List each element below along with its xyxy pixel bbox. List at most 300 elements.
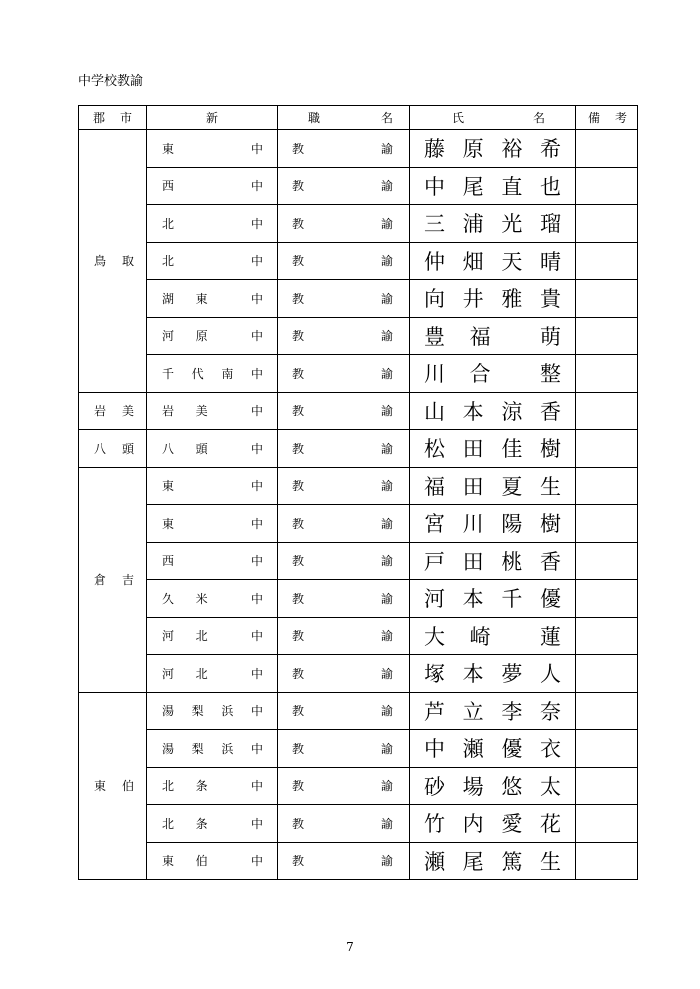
name-char: 原 (462, 137, 484, 162)
city-char: 伯 (121, 779, 134, 794)
post-cell (278, 842, 410, 880)
city-char: 倉 (94, 573, 107, 587)
post-cell (278, 805, 410, 843)
name-char: 人 (539, 662, 561, 687)
post-char: 諭 (380, 216, 393, 231)
post-char: 諭 (380, 741, 393, 756)
note-cell (576, 317, 638, 355)
note-cell (576, 242, 638, 280)
name-char: 李 (501, 699, 523, 724)
name-char: 千 (501, 587, 523, 612)
school-char: 南 (221, 366, 234, 381)
post-char: 諭 (380, 179, 393, 194)
table-row (79, 205, 638, 243)
name-char: 香 (539, 549, 561, 574)
note-cell (576, 505, 638, 543)
name-char: 浦 (462, 212, 484, 237)
school-char: 中 (250, 291, 263, 306)
name-cell (410, 242, 576, 280)
post-char: 教 (292, 441, 305, 456)
post-cell (278, 280, 410, 318)
name-cell (410, 392, 576, 430)
name-char: 竹 (424, 812, 445, 837)
post-cell (278, 692, 410, 730)
post-char: 諭 (380, 554, 393, 569)
school-char: 北 (162, 216, 175, 231)
name-char: 瑠 (539, 212, 561, 237)
name-cell (410, 505, 576, 543)
note-cell (576, 167, 638, 205)
header-name-char: 名 (532, 111, 545, 125)
school-char: 西 (162, 179, 175, 194)
table-row (79, 355, 638, 393)
school-char: 中 (250, 216, 263, 231)
school-char: 湯 (162, 704, 175, 719)
name-char: 愛 (501, 812, 523, 837)
name-cell (410, 430, 576, 468)
school-char: 中 (250, 479, 263, 494)
post-char: 教 (292, 216, 305, 231)
name-char: 畑 (462, 249, 484, 274)
post-cell (278, 355, 410, 393)
city-cell (79, 392, 147, 430)
name-char: 合 (469, 362, 491, 387)
school-cell (147, 467, 278, 505)
table-row (79, 130, 638, 168)
header-note-char: 考 (614, 111, 627, 125)
post-cell (278, 730, 410, 768)
school-char: 中 (250, 366, 263, 381)
post-char: 教 (292, 704, 305, 719)
name-char: 天 (501, 249, 523, 274)
note-cell (576, 355, 638, 393)
school-cell (147, 317, 278, 355)
post-char: 諭 (380, 704, 393, 719)
post-char: 教 (292, 366, 305, 381)
name-char: 樹 (539, 512, 561, 537)
name-char: 中 (424, 737, 445, 762)
name-char: 芦 (424, 699, 445, 724)
post-char: 諭 (380, 141, 393, 156)
table-row (79, 505, 638, 543)
name-char: 向 (424, 287, 445, 312)
school-char: 久 (162, 591, 175, 606)
post-char: 教 (292, 141, 305, 156)
post-char: 教 (292, 816, 305, 831)
post-char: 諭 (380, 629, 393, 644)
school-cell (147, 542, 278, 580)
table-row (79, 692, 638, 730)
name-char: 整 (539, 362, 561, 387)
post-char: 諭 (380, 779, 393, 794)
name-cell (410, 692, 576, 730)
city-char: 岩 (94, 404, 107, 419)
table-row (79, 242, 638, 280)
name-char: 雅 (501, 287, 523, 312)
city-cell (79, 430, 147, 468)
name-char: 也 (539, 174, 561, 199)
city-char: 鳥 (94, 254, 107, 269)
header-note-char: 備 (588, 111, 601, 125)
teacher-roster-table (78, 105, 638, 880)
school-char: 北 (195, 629, 208, 644)
table-row (79, 467, 638, 505)
header-post-char: 職 (308, 111, 321, 125)
post-char: 諭 (380, 816, 393, 831)
name-char: 夢 (501, 662, 523, 687)
name-char: 川 (462, 512, 484, 537)
city-char: 吉 (121, 573, 134, 587)
school-char: 中 (250, 516, 263, 531)
table-row (79, 542, 638, 580)
school-char: 東 (162, 516, 175, 531)
note-cell (576, 467, 638, 505)
name-char: 晴 (539, 249, 561, 274)
name-char: 優 (539, 587, 561, 612)
note-cell (576, 842, 638, 880)
table-row (79, 730, 638, 768)
city-cell (79, 467, 147, 692)
post-char: 教 (292, 554, 305, 569)
name-char: 三 (424, 212, 445, 237)
name-char: 塚 (424, 662, 445, 687)
post-char: 諭 (380, 366, 393, 381)
name-cell (410, 355, 576, 393)
name-char: 仲 (424, 249, 445, 274)
post-cell (278, 767, 410, 805)
school-char: 浜 (221, 741, 234, 756)
name-char: 内 (462, 812, 484, 837)
table-row (79, 842, 638, 880)
header-city (79, 106, 147, 130)
school-char: 河 (162, 666, 175, 681)
name-char: 大 (424, 624, 445, 649)
school-char: 中 (250, 329, 263, 344)
city-char: 八 (94, 441, 107, 456)
post-char: 教 (292, 591, 305, 606)
table-row (79, 655, 638, 693)
city-char: 美 (121, 404, 134, 419)
post-char: 教 (292, 854, 305, 869)
name-char: 田 (462, 549, 484, 574)
school-char: 中 (250, 629, 263, 644)
name-char: 場 (462, 774, 484, 799)
name-char: 衣 (539, 737, 561, 762)
school-char: 西 (162, 554, 175, 569)
header-name (410, 106, 576, 130)
table-body (79, 130, 638, 880)
school-char: 北 (195, 666, 208, 681)
post-cell (278, 130, 410, 168)
school-char: 原 (195, 329, 208, 344)
school-char: 中 (250, 816, 263, 831)
school-char: 中 (250, 441, 263, 456)
name-char: 陽 (501, 512, 523, 537)
school-char: 中 (250, 591, 263, 606)
name-cell (410, 280, 576, 318)
name-char: 涼 (501, 399, 523, 424)
name-cell (410, 467, 576, 505)
post-char: 教 (292, 666, 305, 681)
name-char: 希 (539, 137, 561, 162)
name-cell (410, 655, 576, 693)
table-row (79, 280, 638, 318)
name-char: 福 (424, 474, 445, 499)
table-row (79, 580, 638, 618)
header-school (147, 106, 278, 130)
table-row (79, 392, 638, 430)
school-cell (147, 842, 278, 880)
school-char: 中 (250, 141, 263, 156)
school-char: 中 (250, 666, 263, 681)
note-cell (576, 392, 638, 430)
post-cell (278, 392, 410, 430)
name-cell (410, 130, 576, 168)
school-cell (147, 280, 278, 318)
school-char: 東 (195, 291, 208, 306)
note-cell (576, 805, 638, 843)
post-char: 諭 (380, 479, 393, 494)
school-char: 浜 (221, 704, 234, 719)
post-char: 教 (292, 291, 305, 306)
school-char: 中 (250, 179, 263, 194)
post-char: 諭 (380, 329, 393, 344)
post-cell (278, 580, 410, 618)
name-char: 中 (424, 174, 445, 199)
table-row (79, 167, 638, 205)
school-char: 梨 (191, 741, 204, 756)
post-char: 諭 (380, 591, 393, 606)
school-char: 頭 (195, 441, 208, 456)
school-char: 伯 (195, 854, 208, 869)
school-char: 北 (162, 779, 175, 794)
post-cell (278, 655, 410, 693)
school-char: 中 (250, 704, 263, 719)
school-cell (147, 392, 278, 430)
name-char: 花 (539, 812, 561, 837)
name-char: 萌 (539, 324, 561, 349)
city-cell (79, 692, 147, 880)
school-char: 美 (195, 404, 208, 419)
name-char: 貴 (539, 287, 561, 312)
school-char: 河 (162, 629, 175, 644)
school-cell (147, 692, 278, 730)
name-char: 生 (539, 849, 561, 874)
table-header-row (79, 106, 638, 130)
table-row (79, 317, 638, 355)
name-char: 生 (539, 474, 561, 499)
note-cell (576, 580, 638, 618)
post-char: 教 (292, 254, 305, 269)
school-char: 代 (191, 366, 204, 381)
school-cell (147, 430, 278, 468)
post-char: 諭 (380, 441, 393, 456)
school-char: 中 (250, 554, 263, 569)
post-cell (278, 467, 410, 505)
name-char: 本 (462, 662, 484, 687)
school-cell (147, 242, 278, 280)
note-cell (576, 617, 638, 655)
name-char: 光 (501, 212, 523, 237)
school-char: 中 (250, 854, 263, 869)
post-cell (278, 617, 410, 655)
name-cell (410, 317, 576, 355)
post-char: 教 (292, 629, 305, 644)
school-char: 中 (250, 254, 263, 269)
name-char: 樹 (539, 437, 561, 462)
school-char: 岩 (162, 404, 175, 419)
post-char: 教 (292, 404, 305, 419)
table-row (79, 430, 638, 468)
name-char: 宮 (424, 512, 445, 537)
school-char: 東 (162, 141, 175, 156)
school-char: 梨 (191, 704, 204, 719)
name-char: 松 (424, 437, 445, 462)
name-cell (410, 617, 576, 655)
school-char: 河 (162, 329, 175, 344)
post-cell (278, 242, 410, 280)
name-char: 田 (462, 474, 484, 499)
school-char: 湖 (162, 291, 175, 306)
name-char: 香 (539, 399, 561, 424)
note-cell (576, 692, 638, 730)
city-char: 頭 (121, 441, 134, 456)
name-char: 河 (424, 587, 445, 612)
post-cell (278, 317, 410, 355)
page-number: 7 (346, 940, 354, 954)
post-char: 諭 (380, 404, 393, 419)
post-cell (278, 505, 410, 543)
page-title: 中学校教諭 (78, 74, 144, 89)
header-note (576, 106, 638, 130)
city-char: 取 (121, 254, 134, 269)
school-cell (147, 505, 278, 543)
name-char: 太 (539, 774, 561, 799)
school-char: 米 (195, 591, 208, 606)
post-char: 教 (292, 329, 305, 344)
post-cell (278, 430, 410, 468)
name-char: 本 (462, 399, 484, 424)
name-char: 砂 (424, 774, 445, 799)
name-char: 藤 (424, 137, 445, 162)
post-char: 教 (292, 516, 305, 531)
school-cell (147, 167, 278, 205)
name-char: 夏 (501, 474, 523, 499)
name-char: 裕 (501, 137, 523, 162)
school-char: 千 (162, 366, 175, 381)
note-cell (576, 430, 638, 468)
school-char: 条 (195, 779, 208, 794)
name-char: 直 (501, 174, 523, 199)
school-char: 中 (250, 779, 263, 794)
name-char: 瀬 (462, 737, 484, 762)
school-char: 八 (162, 441, 175, 456)
post-char: 諭 (380, 666, 393, 681)
name-char: 篤 (501, 849, 523, 874)
name-char: 田 (462, 437, 484, 462)
school-char: 中 (250, 741, 263, 756)
name-char: 瀬 (424, 849, 445, 874)
post-cell (278, 542, 410, 580)
school-char: 北 (162, 254, 175, 269)
school-cell (147, 805, 278, 843)
note-cell (576, 542, 638, 580)
table-row (79, 617, 638, 655)
school-cell (147, 730, 278, 768)
name-char: 川 (424, 362, 445, 387)
post-char: 教 (292, 179, 305, 194)
name-char: 崎 (469, 624, 491, 649)
name-char: 戸 (424, 549, 445, 574)
post-cell (278, 205, 410, 243)
header-post (278, 106, 410, 130)
note-cell (576, 730, 638, 768)
school-char: 北 (162, 816, 175, 831)
post-char: 諭 (380, 854, 393, 869)
post-char: 諭 (380, 254, 393, 269)
post-char: 教 (292, 741, 305, 756)
school-char: 東 (162, 854, 175, 869)
name-char: 本 (462, 587, 484, 612)
post-char: 教 (292, 479, 305, 494)
school-cell (147, 355, 278, 393)
table-row (79, 767, 638, 805)
name-char: 佳 (501, 437, 523, 462)
name-char: 尾 (462, 174, 484, 199)
header-school-label: 新 (205, 111, 218, 125)
school-cell (147, 580, 278, 618)
header-city-char: 市 (119, 111, 132, 125)
name-char: 井 (462, 287, 484, 312)
post-cell (278, 167, 410, 205)
school-char: 湯 (162, 741, 175, 756)
name-char: 尾 (462, 849, 484, 874)
school-cell (147, 130, 278, 168)
name-char: 山 (424, 399, 445, 424)
header-name-char: 氏 (452, 111, 465, 125)
post-char: 教 (292, 779, 305, 794)
name-cell (410, 167, 576, 205)
name-char: 立 (462, 699, 484, 724)
post-char: 諭 (380, 516, 393, 531)
name-cell (410, 205, 576, 243)
name-cell (410, 842, 576, 880)
school-cell (147, 205, 278, 243)
note-cell (576, 130, 638, 168)
post-char: 諭 (380, 291, 393, 306)
name-char: 奈 (539, 699, 561, 724)
name-char: 優 (501, 737, 523, 762)
name-cell (410, 805, 576, 843)
note-cell (576, 205, 638, 243)
school-cell (147, 767, 278, 805)
city-char: 東 (94, 779, 107, 794)
name-cell (410, 767, 576, 805)
school-char: 東 (162, 479, 175, 494)
name-cell (410, 580, 576, 618)
school-char: 条 (195, 816, 208, 831)
name-char: 福 (469, 324, 491, 349)
name-char: 桃 (501, 549, 523, 574)
header-post-char: 名 (380, 111, 393, 125)
name-cell (410, 730, 576, 768)
header-city-char: 郡 (93, 111, 106, 125)
note-cell (576, 280, 638, 318)
school-cell (147, 617, 278, 655)
note-cell (576, 767, 638, 805)
name-char: 悠 (501, 774, 523, 799)
city-cell (79, 130, 147, 393)
